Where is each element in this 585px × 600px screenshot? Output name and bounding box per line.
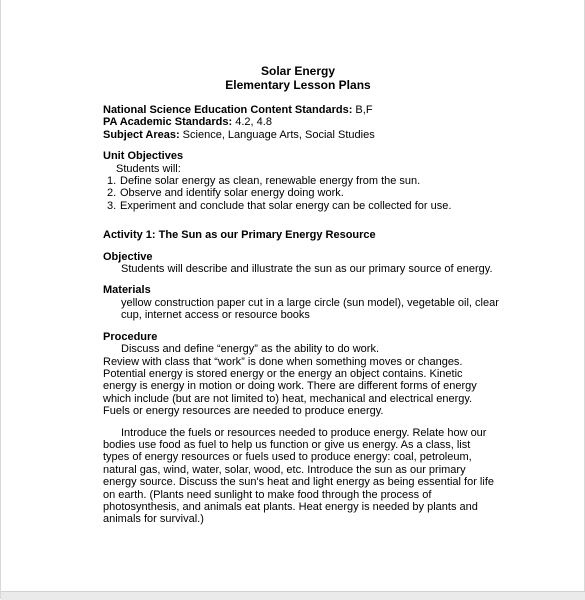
objective-number: 3.: [107, 199, 117, 212]
procedure-line: which include (but are not limited to) heat, mechanical and electrical energy.: [103, 392, 473, 405]
materials-section: [103, 284, 573, 321]
procedure-para2-line: bodies use food as fuel to help us function or give us energy. As a class, list: [103, 438, 471, 451]
subject-areas-line: [103, 129, 573, 141]
objective-text: Define solar energy as clean, renewable energy from the sun.: [120, 175, 421, 188]
procedure-line: Potential energy is stored energy or the energy an object contains. Kinetic: [103, 367, 463, 380]
procedure-para2-line: on earth. (Plants need sunlight to make food through the process of: [103, 488, 432, 501]
document-body: [103, 64, 573, 526]
objective-heading: Objective: [103, 250, 153, 263]
procedure-para2-line: photosynthesis, and animals eat plants. Heat energy is needed by plants and: [103, 500, 478, 513]
objective-text: Experiment and conclude that solar energy can be collected for use.: [120, 199, 452, 212]
standards-block: [103, 104, 573, 141]
procedure-line: Fuels or energy resources are needed to produce energy.: [103, 405, 384, 418]
procedure-para2-line: energy source. Discuss the sun's heat and light energy as being essential for life: [103, 476, 494, 489]
procedure-line: energy is energy in motion or doing work. There are different forms of energy: [103, 380, 477, 393]
subject-areas-value: Science, Language Arts, Social Studies: [179, 128, 375, 141]
national-standards-line: [103, 104, 573, 116]
materials-line-1: yellow construction paper cut in a large circle (sun model), vegetable oil, clear: [121, 296, 499, 309]
procedure-section: [103, 331, 573, 526]
objectives-list: [103, 175, 573, 212]
national-standards-label: National Science Education Content Standards:: [103, 104, 353, 116]
objective-number: 2.: [107, 187, 117, 200]
unit-objectives-intro: Students will:: [116, 162, 181, 175]
objective-number: 1.: [107, 175, 117, 188]
objective-text-line: Students will describe and illustrate the sun as our primary source of energy.: [121, 263, 493, 276]
pa-standards-line: [103, 116, 573, 128]
objective-section: [103, 251, 573, 276]
procedure-para2-line: natural gas, wind, water, solar, wood, etc. Introduce the sun as our primary: [103, 463, 466, 476]
procedure-heading: Procedure: [103, 330, 158, 343]
national-standards-value: B,F: [352, 104, 373, 116]
procedure-line: Discuss and define “energy” as the ability to do work.: [121, 343, 380, 356]
activity-heading: Activity 1: The Sun as our Primary Energy Resource: [103, 229, 376, 242]
procedure-line: Review with class that “work” is done when something moves or changes.: [103, 355, 463, 368]
procedure-para2-line: types of energy resources or fuels used to produce energy: coal, petroleum,: [103, 451, 472, 464]
title-line-2: Elementary Lesson Plans: [225, 78, 371, 92]
document-title: [103, 64, 493, 92]
materials-line-2: cup, internet access or resource books: [121, 309, 310, 322]
pa-standards-value: 4.2, 4.8: [232, 116, 272, 129]
objective-item: [103, 175, 573, 187]
objective-item: [103, 187, 573, 199]
procedure-para2-line: Introduce the fuels or resources needed to produce energy. Relate how our: [121, 426, 487, 439]
unit-objectives-heading: Unit Objectives: [103, 150, 184, 163]
procedure-para2-line: animals for survival.): [103, 513, 204, 526]
objective-item: [103, 200, 573, 212]
materials-heading: Materials: [103, 284, 151, 297]
objective-text: Observe and identify solar energy doing work.: [120, 187, 344, 200]
unit-objectives-section: [103, 150, 573, 212]
title-line-1: Solar Energy: [260, 64, 336, 78]
subject-areas-label: Subject Areas:: [103, 128, 180, 141]
pa-standards-label: PA Academic Standards:: [103, 116, 233, 129]
